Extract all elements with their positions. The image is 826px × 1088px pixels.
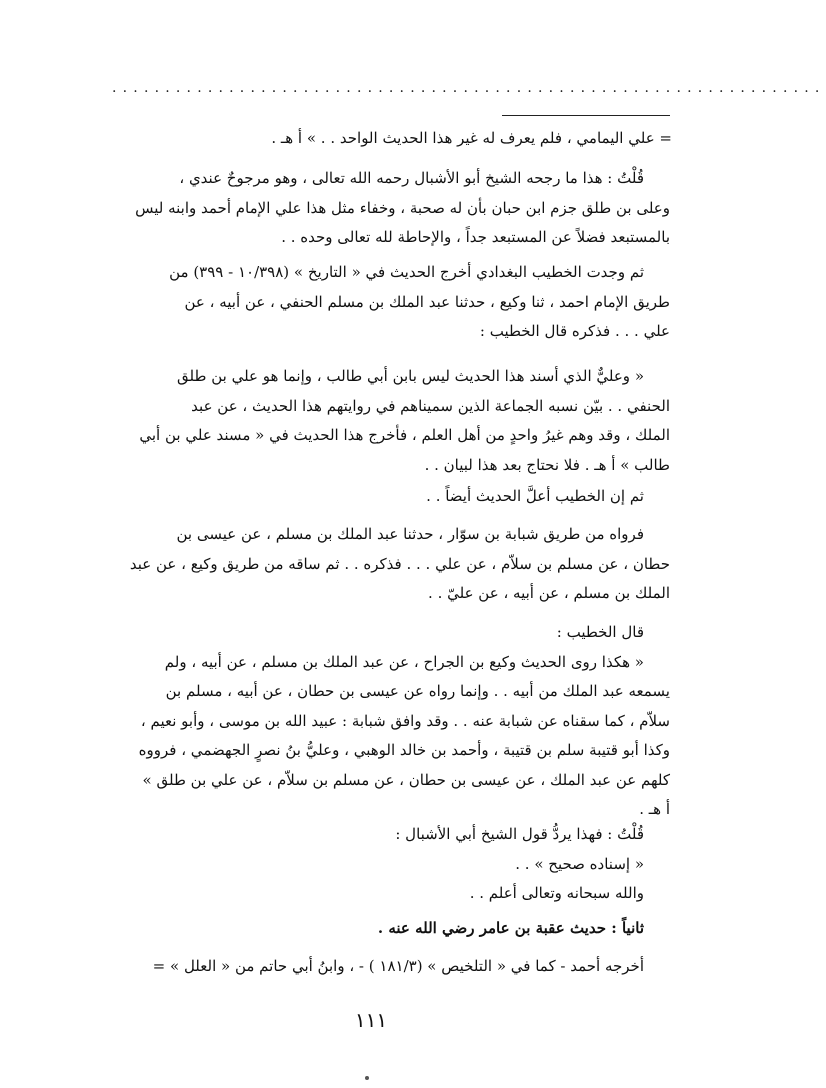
text-line: « هكذا روى الحديث وكيع بن الجراح ، عن عبد الملك بن مسلم ، عن أبيه ، ولم xyxy=(164,652,644,671)
text-line: أ هـ . xyxy=(639,800,670,818)
page-number: ١١١ xyxy=(354,1008,388,1032)
text-line: الملك ، وقد وهم غيرُ واحدٍ من أهل العلم ، فأخرج هذا الحديث في « مسند علي بن أبي xyxy=(139,426,670,444)
paragraph-takhrij: أخرجه أحمد - كما في « التلخيص » (١٨١/٣ ) - ، وابنُ أبي حاتم من « العلل » = xyxy=(152,957,644,975)
dotted-separator: ................................................................... xyxy=(112,80,826,96)
paragraph-qultu-1 xyxy=(92,164,670,253)
paragraph-shababah xyxy=(92,520,670,609)
text-line: « إسناده صحيح » . . xyxy=(515,854,644,873)
text-line: الحنفي . . بيّن نسبه الجماعة الذين سميناهم في روايتهم هذا الحديث ، عن عبد xyxy=(191,396,670,415)
paragraph-illah: ثم إن الخطيب أعلَّ الحديث أيضاً . . xyxy=(426,487,644,505)
footnote-rule xyxy=(502,115,670,116)
footnote-continuation: = علي اليمامي ، فلم يعرف له غير هذا الحديث الواحد . . » أ هـ . xyxy=(271,129,672,147)
quote-label: قال الخطيب : xyxy=(556,623,644,641)
text-line: علي . . . فذكره قال الخطيب : xyxy=(479,322,670,340)
text-line: وكذا أبو قتيبة سلم بن قتيبة ، وأحمد بن خالد الوهبي ، وعليُّ بنُ نصرٍ الجهضمي ، فرووه xyxy=(138,741,670,759)
text-line: طالب » أ هـ . فلا نحتاج بعد هذا لبيان . . xyxy=(424,455,670,474)
text-line: حطان ، عن مسلم بن سلاّم ، عن علي . . . فذكره . . ثم ساقه من طريق وكيع ، عن عبد xyxy=(129,554,670,573)
paragraph-quote-ali xyxy=(92,362,670,480)
text-line: كلهم عن عبد الملك ، عن عيسى بن حطان ، عن مسلم بن سلاّم ، عن علي بن طلق » xyxy=(142,770,670,789)
section-heading-second: ثانياً : حديث عقبة بن عامر رضي الله عنه . xyxy=(377,919,644,937)
text-line: قُلْتُ : هذا ما رجحه الشيخ أبو الأشبال رحمه الله تعالى ، وهو مرجوحٌ عندي ، xyxy=(179,169,644,187)
text-line: يسمعه عبد الملك من أبيه . . وإنما رواه عن عيسى بن حطان ، عن أبيه ، مسلم بن xyxy=(165,682,670,700)
text-line: والله سبحانه وتعالى أعلم . . xyxy=(469,884,644,902)
text-line: طريق الإمام احمد ، ثنا وكيع ، حدثنا عبد الملك بن مسلم الحنفي ، عن أبيه ، عن xyxy=(184,292,670,311)
text-line: فرواه من طريق شبابة بن سوّار ، حدثنا عبد الملك بن مسلم ، عن عيسى بن xyxy=(176,525,644,543)
paragraph-qultu-2 xyxy=(92,820,670,909)
text-line: الملك بن مسلم ، عن أبيه ، عن عليّ . . xyxy=(428,584,670,602)
paragraph-khatib-tarikh xyxy=(92,258,670,347)
text-line: وعلى بن طلق جزم ابن حبان بأن له صحبة ، وخفاء مثل هذا علي الإمام أحمد وابنه ليس xyxy=(135,198,670,217)
text-line: بالمستبعد فضلاً عن المستبعد جداً ، والإحاطة لله تعالى وحده . . xyxy=(281,228,670,246)
text-line: ثم وجدت الخطيب البغدادي أخرج الحديث في « التاريخ » (١٠/٣٩٨ - ٣٩٩) من xyxy=(169,263,644,281)
text-line: قُلْتُ : فهذا يردُّ قول الشيخ أبي الأشبال : xyxy=(395,825,644,843)
paragraph-khatib-quote xyxy=(92,618,670,825)
scan-mark xyxy=(365,1076,369,1080)
text-line: « وعليٌّ الذي أسند هذا الحديث ليس بابن أبي طالب ، وإنما هو علي بن طلق xyxy=(177,367,644,385)
text-line: سلاّم ، كما سقناه عن شبابة عنه . . وقد وافق شبابة : عبيد الله بن موسى ، وأبو نعيم ، xyxy=(140,711,670,730)
